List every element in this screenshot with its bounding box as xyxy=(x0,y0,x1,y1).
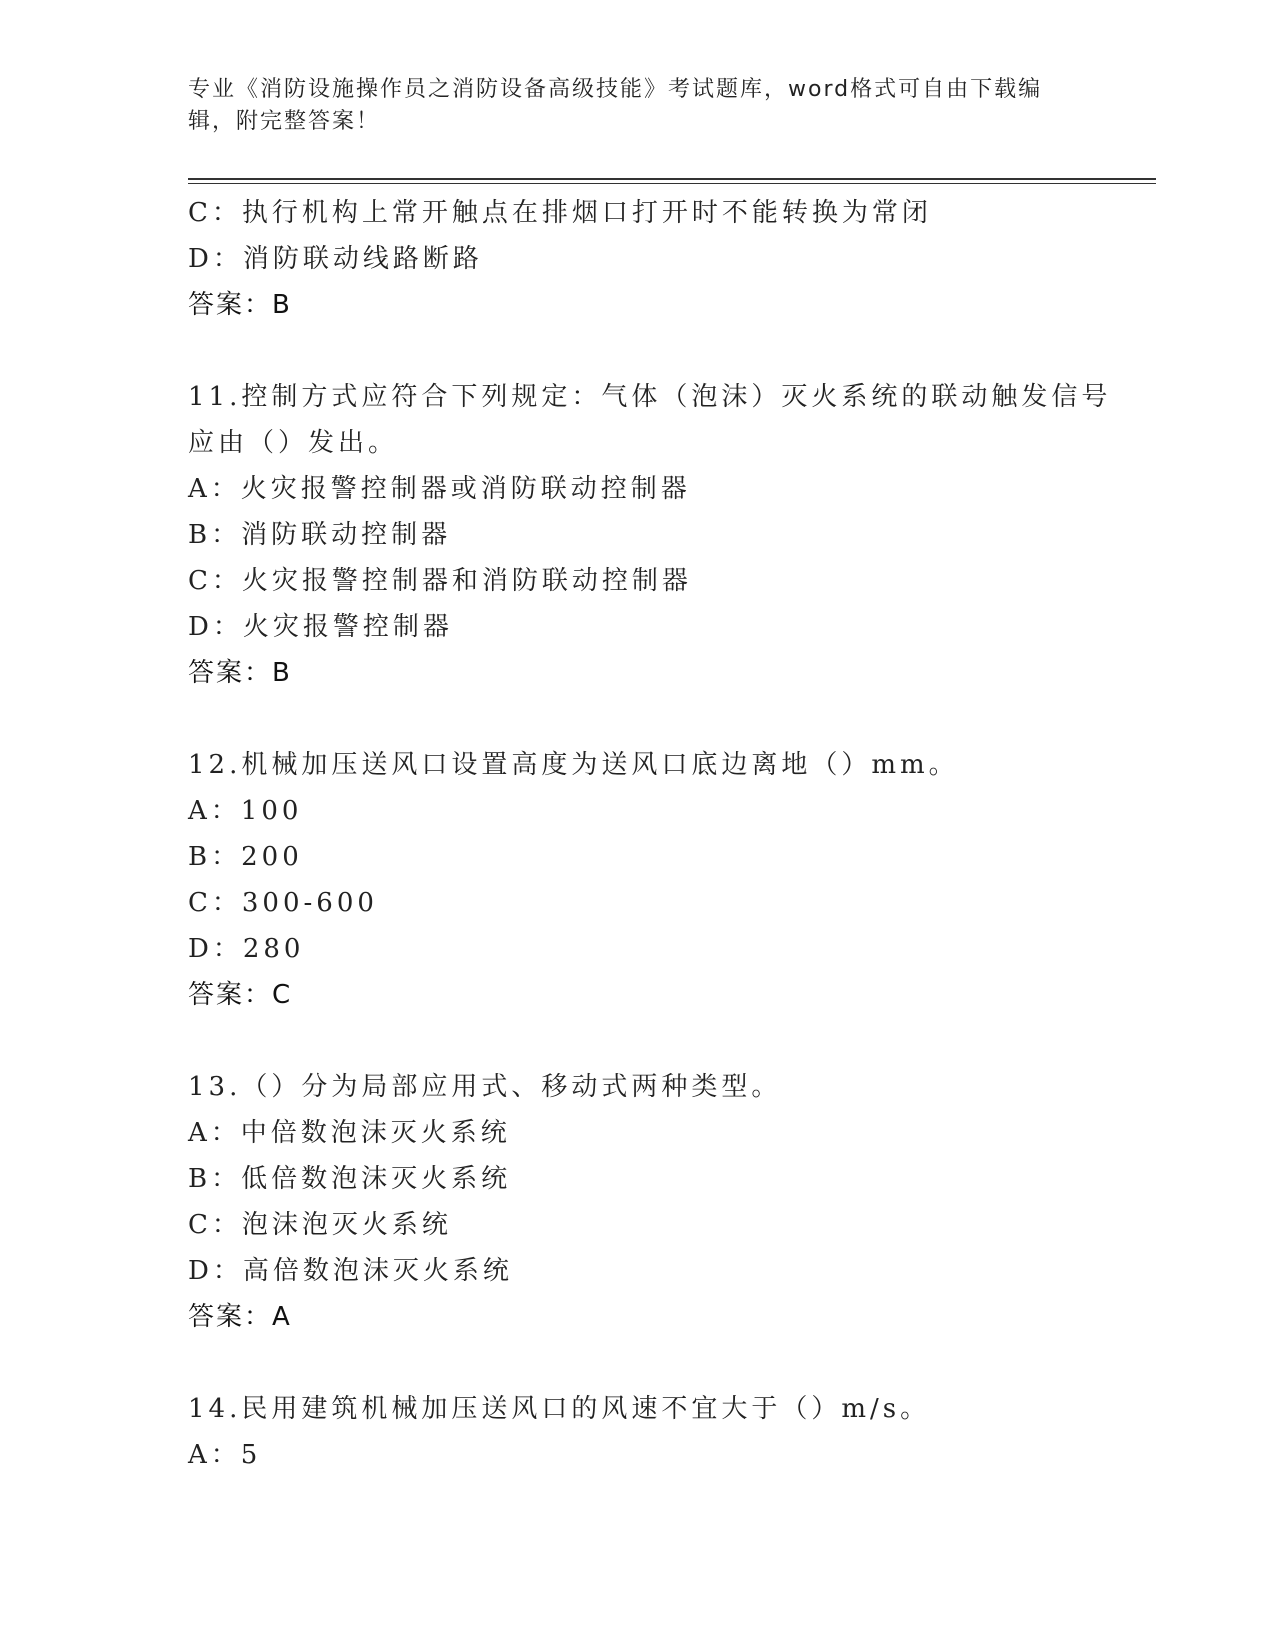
question-12 xyxy=(188,742,1148,1018)
header-divider-thin xyxy=(188,183,1156,184)
option-b: B：200 xyxy=(188,842,303,872)
option-c: C：300-600 xyxy=(188,888,378,918)
option-d: D：高倍数泡沫灭火系统 xyxy=(188,1256,513,1286)
question-list xyxy=(188,190,1148,1478)
spacer xyxy=(188,328,1148,374)
option-b: B：消防联动控制器 xyxy=(188,520,452,550)
option-a: A：100 xyxy=(188,796,303,826)
option-d: D：消防联动线路断路 xyxy=(188,244,483,274)
header-line-2: 辑，附完整答案！ xyxy=(188,109,381,134)
answer-line: 答案：B xyxy=(188,658,292,688)
document-header xyxy=(188,74,1088,138)
question-14 xyxy=(188,1386,1148,1478)
option-a: A：中倍数泡沫灭火系统 xyxy=(188,1118,511,1148)
option-c: C：火灾报警控制器和消防联动控制器 xyxy=(188,566,692,596)
question-stem: 13.（）分为局部应用式、移动式两种类型。 xyxy=(188,1072,782,1102)
option-c: C：泡沫泡灭火系统 xyxy=(188,1210,452,1240)
question-stem: 12.机械加压送风口设置高度为送风口底边离地（）mm。 xyxy=(188,750,959,780)
question-stem: 11.控制方式应符合下列规定：气体（泡沫）灭火系统的联动触发信号 xyxy=(188,382,1112,412)
header-line-1: 专业《消防设施操作员之消防设备高级技能》考试题库，word格式可自由下载编 xyxy=(188,77,1043,102)
option-d: D：280 xyxy=(188,934,305,964)
option-a: A：5 xyxy=(188,1440,262,1470)
option-c: C：执行机构上常开触点在排烟口打开时不能转换为常闭 xyxy=(188,198,932,228)
option-d: D：火灾报警控制器 xyxy=(188,612,453,642)
spacer xyxy=(188,696,1148,742)
question-13 xyxy=(188,1064,1148,1340)
header-divider-thick xyxy=(188,178,1156,180)
spacer xyxy=(188,1340,1148,1386)
option-a: A：火灾报警控制器或消防联动控制器 xyxy=(188,474,691,504)
question-stem: 14.民用建筑机械加压送风口的风速不宜大于（）m/s。 xyxy=(188,1394,931,1424)
answer-line: 答案：A xyxy=(188,1302,292,1332)
question-11 xyxy=(188,374,1148,696)
question-carryover xyxy=(188,190,1148,328)
question-stem-continued: 应由（）发出。 xyxy=(188,428,399,458)
answer-line: 答案：B xyxy=(188,290,292,320)
option-b: B：低倍数泡沫灭火系统 xyxy=(188,1164,512,1194)
spacer xyxy=(188,1018,1148,1064)
answer-line: 答案：C xyxy=(188,980,293,1010)
